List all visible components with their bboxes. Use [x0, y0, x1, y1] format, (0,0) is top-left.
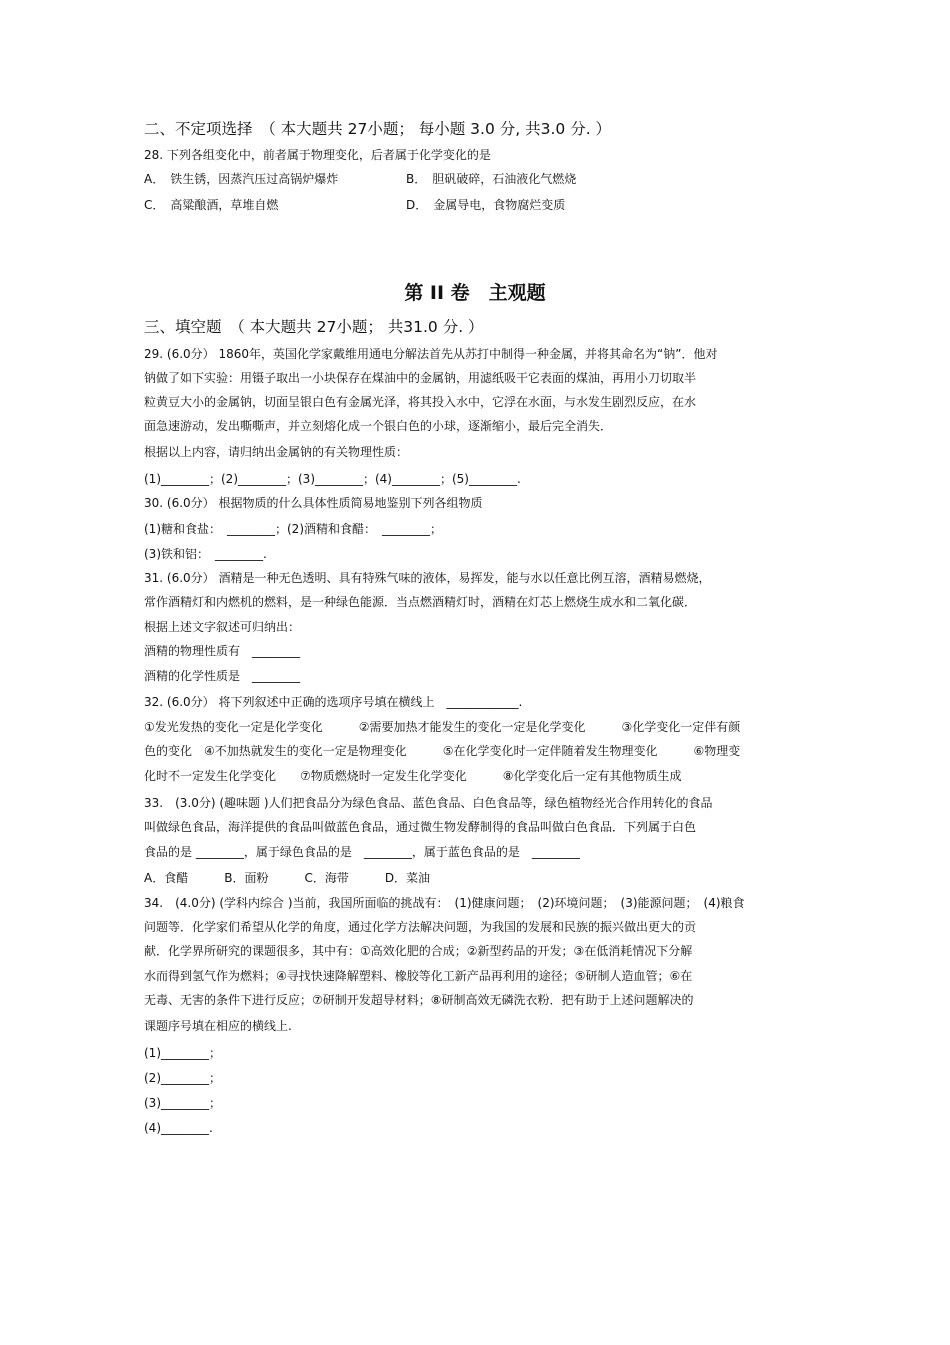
q30-line-2: (1)糖和食盐： ________；(2)酒精和食醋： ________； — [144, 522, 442, 536]
q28-option-d: D． 金属导电，食物腐烂变质 — [406, 198, 566, 212]
q29-line-4: 面急速游动，发出嘶嘶声，并立刻熔化成一个银白色的小球，逐渐缩小，最后完全消失． — [144, 419, 613, 433]
q34-line-4: 水而得到氢气作为燃料；④寻找快速降解塑料、橡胶等化工新产品再利用的途径；⑤研制人造血管；⑥在 — [144, 969, 693, 983]
q31-line-2: 常作酒精灯和内燃机的燃料，是一种绿色能源．当点燃酒精灯时，酒精在灯芯上燃烧生成水和二氧化碳． — [144, 595, 697, 609]
q34-blank-4: (4)________. — [144, 1121, 213, 1135]
q29-line-5: 根据以上内容，请归纳出金属钠的有关物理性质： — [144, 445, 409, 459]
q32-stem: 32. (6.0分） 将下列叙述中正确的选项序号填在横线上 ____________. — [144, 695, 523, 709]
q34-line-3: 献．化学界所研究的课题很多，其中有：①高效化肥的合成；②新型药品的开发；③在低消耗情况下分解 — [144, 944, 693, 958]
q30-line-3: (3)铁和铝： ________. — [144, 547, 267, 561]
q33-line-2: 叫做绿色食品，海洋提供的食品叫做蓝色食品，通过微生物发酵制得的食品叫做白色食品．下列属于白色 — [144, 820, 697, 834]
q29-line-2: 钠做了如下实验：用镊子取出一小块保存在煤油中的金属钠，用滤纸吸干它表面的煤油，再用小刀切取半 — [144, 371, 697, 385]
part2-title: 第 II 卷 主观题 — [404, 282, 546, 304]
q33-line-1: 33. (3.0分) (趣味题 )人们把食品分为绿色食品、蓝色食品、白色食品等，绿色植物经光合作用转化的食品 — [144, 796, 713, 810]
q29-blanks: (1)________；(2)________；(3)________；(4)________；(5)________. — [144, 472, 521, 486]
q34-line-1: 34. (4.0分) (学科内综合 )当前，我国所面临的挑战有： (1)健康问题； (2)环境问题； (3)能源问题； (4)粮食 — [144, 896, 745, 910]
q28-stem: 28. 下列各组变化中，前者属于物理变化，后者属于化学变化的是 — [144, 148, 491, 162]
q28-option-c: C． 高粱酿酒，草堆自燃 — [144, 198, 279, 212]
q34-blank-1: (1)________； — [144, 1046, 221, 1060]
q32-line-3: 色的变化 ④不加热就发生的变化一定是物理变化 ⑤在化学变化时一定伴随着发生物理变化 ⑥物理变 — [144, 744, 741, 758]
q28-option-a: A． 铁生锈，因蒸汽压过高锅炉爆炸 — [144, 172, 339, 186]
q31-line-1: 31. (6.0分） 酒精是一种无色透明、具有特殊气味的液体，易挥发，能与水以任意比例互溶，酒精易燃烧， — [144, 571, 711, 585]
q28-option-b: B． 胆矾破碎，石油液化气燃烧 — [406, 172, 577, 186]
q31-line-3: 根据上述文字叙述可归纳出： — [144, 620, 301, 634]
q32-line-4: 化时不一定发生化学变化 ⑦物质燃烧时一定发生化学变化 ⑧化学变化后一定有其他物质生成 — [144, 769, 682, 783]
q33-line-3: 食品的是 ________，属于绿色食品的是 ________，属于蓝色食品的是 ________ — [144, 845, 580, 859]
q29-line-1: 29. (6.0分） 1860年，英国化学家戴维用通电分解法首先从苏打中制得一种金属，并将其命名为“钠”．他对 — [144, 347, 718, 361]
q34-blank-3: (3)________； — [144, 1096, 221, 1110]
q34-line-5: 无毒、无害的条件下进行反应；⑦研制开发超导材料；⑧研制高效无磷洗衣粉．把有助于上述问题解决的 — [144, 993, 694, 1007]
q29-line-3: 粒黄豆大小的金属钠，切面呈银白色有金属光泽，将其投入水中，它浮在水面，与水发生剧烈反应，在水 — [144, 395, 697, 409]
q34-line-2: 问题等．化学家们希望从化学的角度，通过化学方法解决问题，为我国的发展和民族的振兴做出更大的贡 — [144, 920, 697, 934]
q31-line-5: 酒精的化学性质是 ________ — [144, 669, 301, 683]
q34-line-6: 课题序号填在相应的横线上. — [144, 1019, 292, 1033]
q34-blank-2: (2)________； — [144, 1071, 221, 1085]
q32-line-2: ①发光发热的变化一定是化学变化 ②需要加热才能发生的变化一定是化学变化 ③化学变化一定伴有颜 — [144, 720, 741, 734]
section3-header: 三、填空题 （ 本大题共 27小题； 共31.0 分. ） — [144, 318, 484, 336]
q30-stem: 30. (6.0分） 根据物质的什么具体性质简易地鉴别下列各组物质 — [144, 496, 483, 510]
q31-line-4: 酒精的物理性质有 ________ — [144, 644, 301, 658]
q33-options: A．食醋 B．面粉 C．海带 D．菜油 — [144, 871, 431, 885]
section2-header: 二、不定项选择 （ 本大题共 27小题； 每小题 3.0 分, 共3.0 分. ） — [144, 120, 612, 138]
